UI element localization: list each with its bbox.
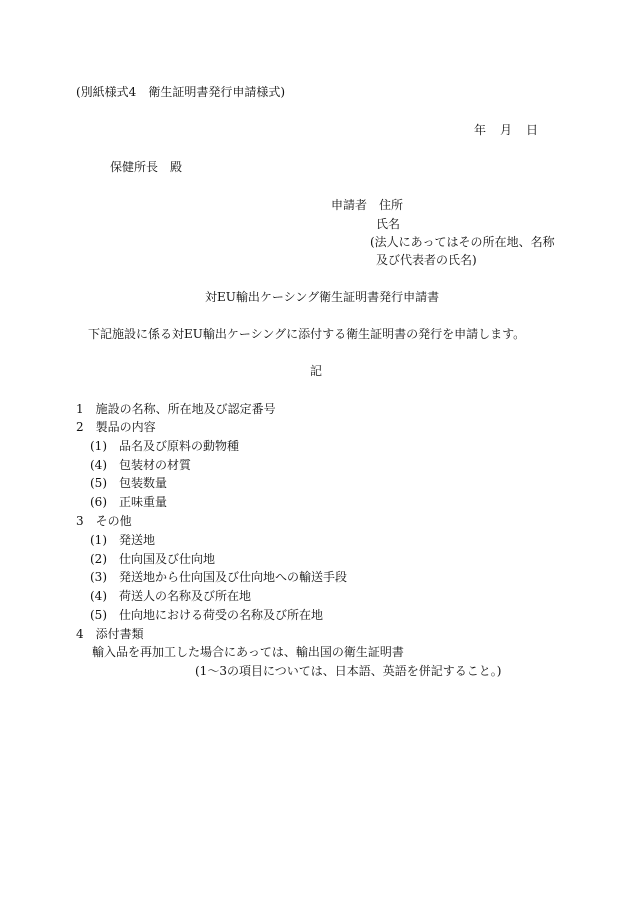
item-4-text: 輸入品を再加工した場合にあっては、輸出国の衛生証明書 <box>92 645 404 659</box>
applicant-note-line1: (法人にあってはその所在地、名称 <box>370 235 555 249</box>
item-2: 2 製品の内容 <box>76 420 156 434</box>
item-3-sub-2: (2) 仕向国及び仕向地 <box>90 552 215 566</box>
intro-text: 下記施設に係る対EU輸出ケーシングに添付する衛生証明書の発行を申請します。 <box>88 327 526 341</box>
item-2-sub-5: (5) 包装数量 <box>90 476 167 490</box>
footnote: (1～3の項目については、日本語、英語を併記すること。) <box>195 664 502 678</box>
date-line: 年 月 日 <box>474 123 540 137</box>
item-3-sub-1: (1) 発送地 <box>90 533 155 547</box>
item-3-sub-4: (4) 荷送人の名称及び所在地 <box>90 589 251 603</box>
item-2-sub-4: (4) 包装材の材質 <box>90 458 191 472</box>
item-3: 3 その他 <box>76 514 132 528</box>
item-2-sub-1: (1) 品名及び原料の動物種 <box>90 439 239 453</box>
form-label: (別紙様式4 衛生証明書発行申請様式) <box>76 85 285 99</box>
applicant-note-line2: 及び代表者の氏名) <box>376 253 477 267</box>
applicant-address-label: 申請者 住所 <box>331 198 404 212</box>
applicant-name-label: 氏名 <box>376 217 401 231</box>
item-3-sub-5: (5) 仕向地における荷受の名称及び所在地 <box>90 608 323 622</box>
document-title: 対EU輸出ケーシング衛生証明書発行申請書 <box>205 290 440 304</box>
item-2-sub-6: (6) 正味重量 <box>90 495 167 509</box>
item-4: 4 添付書類 <box>76 627 144 641</box>
item-1: 1 施設の名称、所在地及び認定番号 <box>76 402 276 416</box>
ki-heading: 記 <box>310 364 323 378</box>
item-3-sub-3: (3) 発送地から仕向国及び仕向地への輸送手段 <box>90 570 347 584</box>
addressee: 保健所長 殿 <box>110 160 183 174</box>
